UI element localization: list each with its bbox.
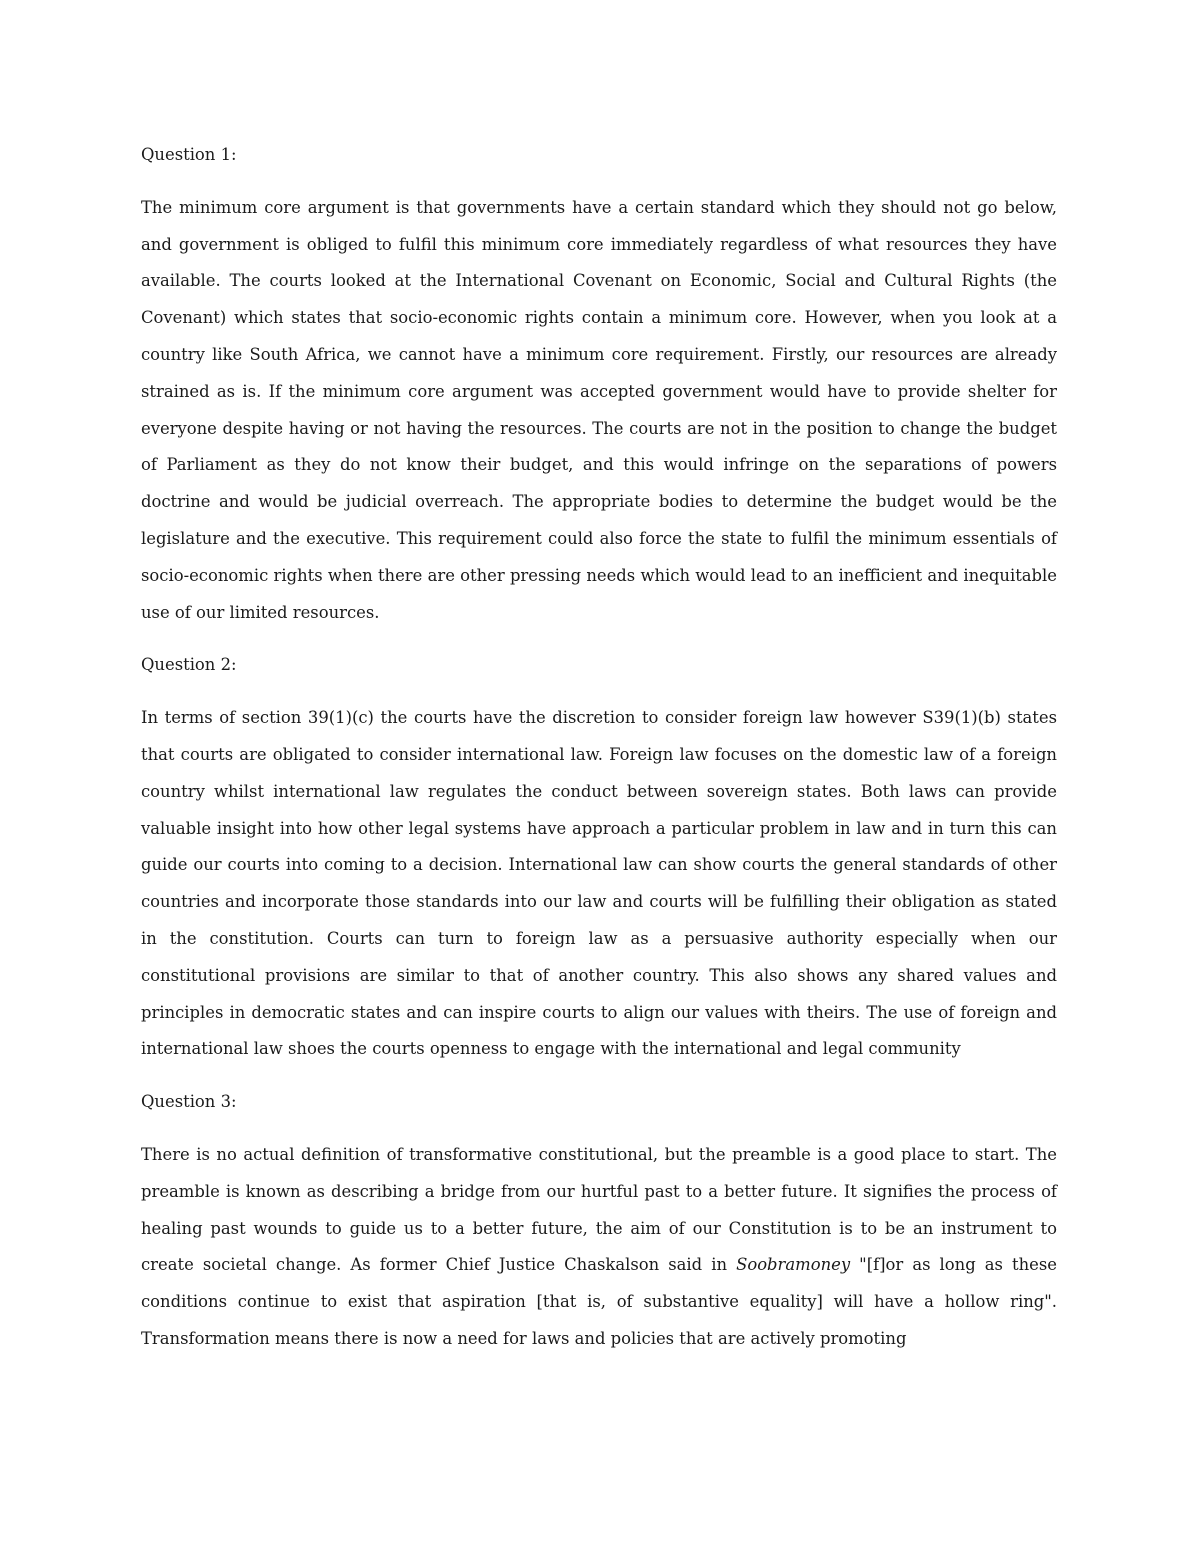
question-2-answer: In terms of section 39(1)(c) the courts have the discretion to consider foreign law however S39(1)(b) states that courts are obligated to consider international law. Foreign law focuses on the domestic law of a foreign country whilst international law regulates the conduct between sovereign states. Both laws can provide valuable insight into how other legal systems have approach a particular problem in law and in turn this can guide our courts into coming to a decision. International law can show courts the general standards of other countries and incorporate those standards into our law and courts will be fulfilling their obligation as stated in the constitution. Courts can turn to foreign law as a persuasive authority especially when our constitutional provisions are similar to that of another country. This also shows any shared values and principles in democratic states and can inspire courts to align our values with theirs. The use of foreign and international law shoes the courts openness to engage with the international and legal community bbox=[141, 708, 1057, 1059]
case-name: Soobramoney bbox=[736, 1255, 851, 1275]
question-3-answer bbox=[141, 1137, 1057, 1358]
question-1-heading: Question 1: bbox=[141, 145, 237, 164]
question-1-answer: The minimum core argument is that governments have a certain standard which they should not go below, and government is obliged to fulfil this minimum core immediately regardless of what resources they have available. The courts looked at the International Covenant on Economic, Social and Cultural Rights (the Covenant) which states that socio-economic rights contain a minimum core. However, when you look at a country like South Africa, we cannot have a minimum core requirement. Firstly, our resources are already strained as is. If the minimum core argument was accepted government would have to provide shelter for everyone despite having or not having the resources. The courts are not in the position to change the budget of Parliament as they do not know their budget, and this would infringe on the separations of powers doctrine and would be judicial overreach. The appropriate bodies to determine the budget would be the legislature and the executive. This requirement could also force the state to fulfil the minimum essentials of socio-economic rights when there are other pressing needs which would lead to an inefficient and inequitable use of our limited resources. bbox=[141, 197, 1057, 622]
question-3-heading: Question 3: bbox=[141, 1092, 237, 1112]
document-body bbox=[141, 137, 1057, 1374]
question-3-text-after-case: "[f]or as long as these conditions continue to exist that aspiration [that is, of substantive equality] will have a hollow ring". Transformation means there is now a need for laws and policies that are actively promoting bbox=[141, 1255, 1057, 1348]
question-2-heading: Question 2: bbox=[141, 655, 237, 675]
question-3-text-before-case: There is no actual definition of transformative constitutional, but the preamble is a good place to start. The preamble is known as describing a bridge from our hurtful past to a better future. It signifies the process of healing past wounds to guide us to a better future, the aim of our Constitution is to be an instrument to create societal change. As former Chief Justice Chaskalson said in bbox=[141, 1144, 1057, 1275]
